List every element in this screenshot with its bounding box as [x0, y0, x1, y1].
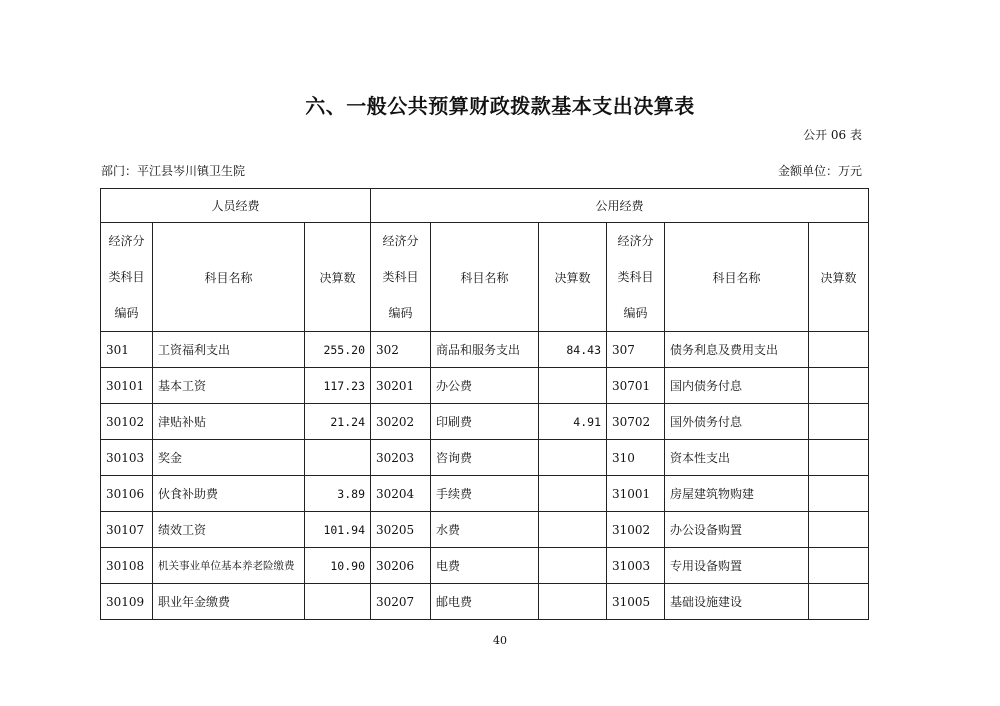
- table-row: [101, 404, 869, 440]
- goods-amount-cell: [539, 512, 607, 548]
- goods-amount-cell: 4.91: [539, 404, 607, 440]
- personnel-code-cell: 30102: [101, 404, 153, 440]
- personnel-name-cell: 津贴补贴: [153, 404, 305, 440]
- header-code-line2: 类科目: [382, 270, 419, 284]
- goods-code-cell: 30205: [371, 512, 431, 548]
- capital-name-cell: 基础设施建设: [665, 584, 809, 620]
- capital-name-cell: 国外债务付息: [665, 404, 809, 440]
- capital-amount-cell: [809, 584, 869, 620]
- column-header-row: [101, 223, 869, 332]
- capital-amount-cell: [809, 332, 869, 368]
- goods-amount-cell: 84.43: [539, 332, 607, 368]
- capital-name-cell: 房屋建筑物购建: [665, 476, 809, 512]
- personnel-code-cell: 301: [101, 332, 153, 368]
- page-number: 40: [493, 634, 507, 647]
- goods-name-cell: 手续费: [431, 476, 539, 512]
- goods-name-cell: 咨询费: [431, 440, 539, 476]
- personnel-name-cell: 职业年金缴费: [153, 584, 305, 620]
- header-name: 科目名称: [153, 223, 305, 332]
- personnel-code-cell: 30108: [101, 548, 153, 584]
- header-code-line2: 类科目: [617, 270, 654, 284]
- header-code-line1: 经济分: [617, 234, 654, 248]
- header-code: [101, 223, 153, 332]
- header-code-line3: 编码: [388, 306, 413, 320]
- capital-amount-cell: [809, 548, 869, 584]
- personnel-code-cell: 30107: [101, 512, 153, 548]
- goods-code-cell: 30206: [371, 548, 431, 584]
- expenditure-table: [100, 188, 869, 620]
- page-title: 六、一般公共预算财政拨款基本支出决算表: [305, 94, 695, 118]
- personnel-code-cell: 30109: [101, 584, 153, 620]
- goods-amount-cell: [539, 440, 607, 476]
- goods-code-cell: 30204: [371, 476, 431, 512]
- header-code-line3: 编码: [114, 306, 139, 320]
- personnel-amount-cell: [305, 584, 371, 620]
- goods-name-cell: 印刷费: [431, 404, 539, 440]
- capital-name-cell: 专用设备购置: [665, 548, 809, 584]
- department-label: 部门：平江县岑川镇卫生院: [101, 164, 246, 178]
- personnel-code-cell: 30106: [101, 476, 153, 512]
- personnel-amount-cell: 3.89: [305, 476, 371, 512]
- goods-code-cell: 30202: [371, 404, 431, 440]
- capital-code-cell: 307: [607, 332, 665, 368]
- capital-name-cell: 资本性支出: [665, 440, 809, 476]
- personnel-amount-cell: 101.94: [305, 512, 371, 548]
- table-row: [101, 332, 869, 368]
- personnel-amount-cell: 117.23: [305, 368, 371, 404]
- personnel-name-cell: 伙食补助费: [153, 476, 305, 512]
- table-row: [101, 476, 869, 512]
- capital-code-cell: 31002: [607, 512, 665, 548]
- personnel-name-cell: 奖金: [153, 440, 305, 476]
- capital-amount-cell: [809, 404, 869, 440]
- header-amount: 决算数: [305, 223, 371, 332]
- header-code: [371, 223, 431, 332]
- capital-name-cell: 债务利息及费用支出: [665, 332, 809, 368]
- capital-code-cell: 31001: [607, 476, 665, 512]
- header-name: 科目名称: [665, 223, 809, 332]
- goods-amount-cell: [539, 476, 607, 512]
- goods-code-cell: 302: [371, 332, 431, 368]
- table-row: [101, 368, 869, 404]
- form-number: 公开 06 表: [803, 128, 862, 142]
- goods-amount-cell: [539, 584, 607, 620]
- capital-code-cell: 30701: [607, 368, 665, 404]
- goods-name-cell: 办公费: [431, 368, 539, 404]
- capital-code-cell: 31003: [607, 548, 665, 584]
- goods-code-cell: 30207: [371, 584, 431, 620]
- capital-amount-cell: [809, 476, 869, 512]
- goods-amount-cell: [539, 368, 607, 404]
- table-row: [101, 584, 869, 620]
- group-personnel: 人员经费: [101, 189, 371, 223]
- header-code-line1: 经济分: [108, 234, 145, 248]
- capital-code-cell: 31005: [607, 584, 665, 620]
- header-code-line3: 编码: [623, 306, 648, 320]
- personnel-name-cell: 机关事业单位基本养老险缴费: [153, 548, 305, 584]
- capital-code-cell: 310: [607, 440, 665, 476]
- goods-name-cell: 水费: [431, 512, 539, 548]
- personnel-name-cell: 基本工资: [153, 368, 305, 404]
- goods-code-cell: 30201: [371, 368, 431, 404]
- personnel-amount-cell: 10.90: [305, 548, 371, 584]
- group-header-row: [101, 189, 869, 223]
- header-name: 科目名称: [431, 223, 539, 332]
- amount-unit-label: 金额单位：万元: [777, 164, 862, 178]
- personnel-amount-cell: 255.20: [305, 332, 371, 368]
- goods-name-cell: 邮电费: [431, 584, 539, 620]
- personnel-amount-cell: [305, 440, 371, 476]
- capital-amount-cell: [809, 368, 869, 404]
- goods-code-cell: 30203: [371, 440, 431, 476]
- capital-code-cell: 30702: [607, 404, 665, 440]
- capital-name-cell: 国内债务付息: [665, 368, 809, 404]
- header-code-line2: 类科目: [108, 270, 145, 284]
- header-code: [607, 223, 665, 332]
- goods-amount-cell: [539, 548, 607, 584]
- group-public: 公用经费: [371, 189, 869, 223]
- capital-amount-cell: [809, 512, 869, 548]
- capital-amount-cell: [809, 440, 869, 476]
- table-row: [101, 440, 869, 476]
- table-row: [101, 548, 869, 584]
- capital-name-cell: 办公设备购置: [665, 512, 809, 548]
- header-amount: 决算数: [809, 223, 869, 332]
- header-code-line1: 经济分: [382, 234, 419, 248]
- personnel-name-cell: 工资福利支出: [153, 332, 305, 368]
- goods-name-cell: 电费: [431, 548, 539, 584]
- personnel-name-cell: 绩效工资: [153, 512, 305, 548]
- table-row: [101, 512, 869, 548]
- personnel-code-cell: 30103: [101, 440, 153, 476]
- personnel-amount-cell: 21.24: [305, 404, 371, 440]
- goods-name-cell: 商品和服务支出: [431, 332, 539, 368]
- personnel-code-cell: 30101: [101, 368, 153, 404]
- header-amount: 决算数: [539, 223, 607, 332]
